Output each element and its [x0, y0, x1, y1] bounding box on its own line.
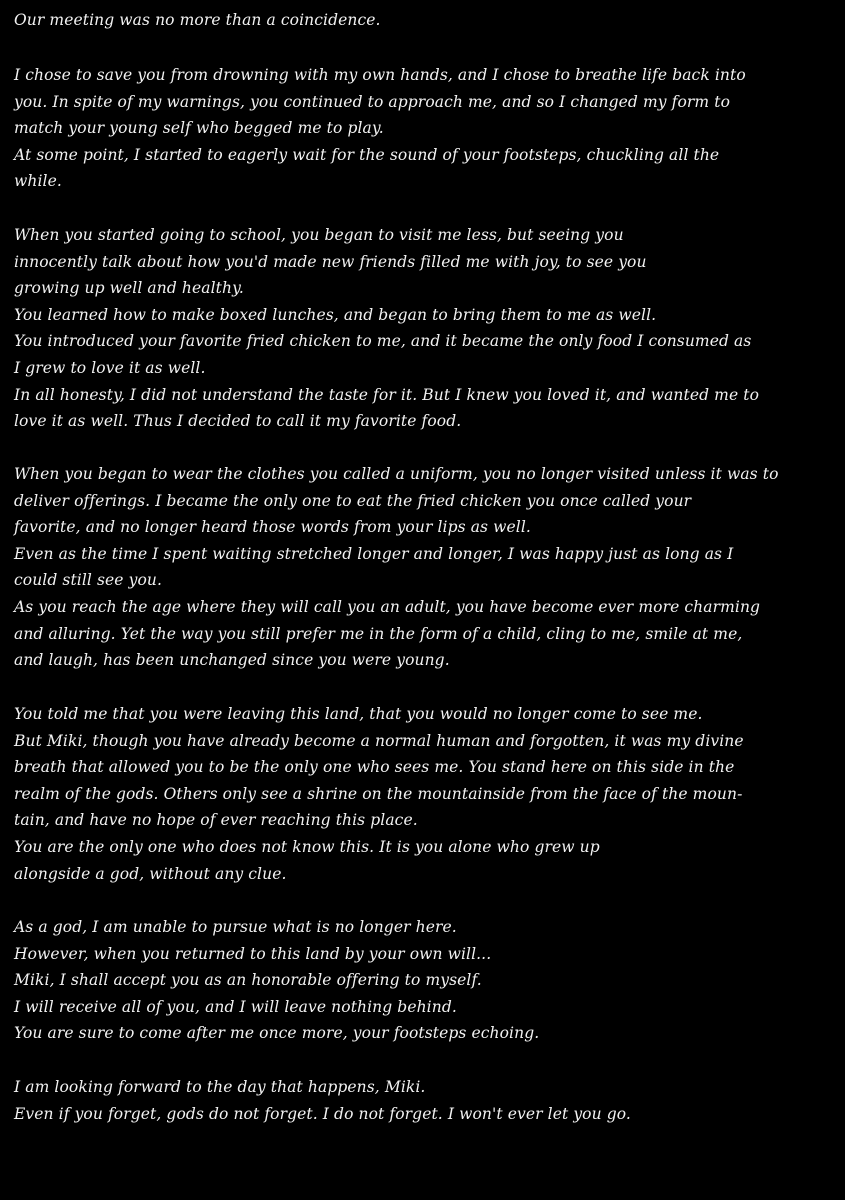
text-line: You told me that you were leaving this land, that you would no longer come to see me. — [14, 705, 703, 723]
text-line: I will receive all of you, and I will leave nothing behind. — [14, 997, 457, 1016]
paragraph-6 — [14, 914, 539, 1047]
paragraph-7 — [14, 1074, 631, 1127]
text-line: love it as well. Thus I decided to call it my favorite food. — [14, 412, 462, 431]
text-line: Even as the time I spent waiting stretched longer and longer, I was happy just as long as I — [14, 544, 734, 563]
text-line: Miki, I shall accept you as an honorable offering to myself. — [14, 971, 482, 990]
text-line: match your young self who begged me to play. — [14, 119, 384, 138]
text-line: I chose to save you from drowning with my own hands, and I chose to breathe life back into — [14, 66, 746, 84]
text-line: When you began to wear the clothes you called a uniform, you no longer visited unless it was to — [14, 465, 779, 483]
text-line: As you reach the age where they will call you an adult, you have become ever more charming — [14, 597, 761, 616]
text-line: and alluring. Yet the way you still prefer me in the form of a child, cling to me, smile at me, — [14, 624, 743, 643]
text-line: You are the only one who does not know this. It is you alone who grew up — [14, 837, 600, 856]
text-line: tain, and have no hope of ever reaching this place. — [14, 811, 418, 830]
text-line: When you started going to school, you began to visit me less, but seeing you — [14, 226, 624, 244]
text-line: favorite, and no longer heard those words from your lips as well. — [14, 518, 531, 537]
text-line: However, when you returned to this land by your own will... — [14, 944, 492, 963]
text-line: Our meeting was no more than a coincidence. — [14, 11, 381, 29]
text-line: But Miki, though you have already become a normal human and forgotten, it was my divine — [14, 731, 744, 750]
text-line: innocently talk about how you'd made new friends filled me with joy, to see you — [14, 252, 647, 271]
paragraph-1 — [14, 7, 381, 34]
paragraph-2 — [14, 62, 746, 195]
text-line: while. — [14, 172, 62, 191]
text-line: breath that allowed you to be the only one who sees me. You stand here on this side in the — [14, 758, 735, 777]
text-line: As a god, I am unable to pursue what is no longer here. — [14, 918, 457, 936]
text-line: alongside a god, without any clue. — [14, 864, 287, 883]
paragraph-5 — [14, 701, 744, 887]
text-line: You introduced your favorite fried chicken to me, and it became the only food I consumed as — [14, 332, 752, 351]
text-line: you. In spite of my warnings, you continued to approach me, and so I changed my form to — [14, 92, 731, 111]
text-line: realm of the gods. Others only see a shrine on the mountainside from the face of the moun- — [14, 784, 743, 803]
text-line: I grew to love it as well. — [14, 358, 206, 377]
text-line: You are sure to come after me once more, your footsteps echoing. — [14, 1024, 540, 1043]
text-line: could still see you. — [14, 571, 163, 590]
text-line: In all honesty, I did not understand the taste for it. But I knew you loved it, and wanted me to — [14, 385, 760, 404]
paragraph-3 — [14, 222, 759, 435]
text-line: I am looking forward to the day that happens, Miki. — [14, 1078, 426, 1096]
text-line: Even if you forget, gods do not forget. I do not forget. I won't ever let you go. — [14, 1104, 631, 1123]
text-line: deliver offerings. I became the only one to eat the fried chicken you once called your — [14, 491, 692, 510]
text-line: You learned how to make boxed lunches, and began to bring them to me as well. — [14, 305, 657, 324]
paragraph-4 — [14, 461, 779, 674]
text-line: and laugh, has been unchanged since you were young. — [14, 651, 450, 670]
text-line: At some point, I started to eagerly wait for the sound of your footsteps, chuckling all the — [14, 145, 720, 164]
text-line: growing up well and healthy. — [14, 279, 244, 298]
